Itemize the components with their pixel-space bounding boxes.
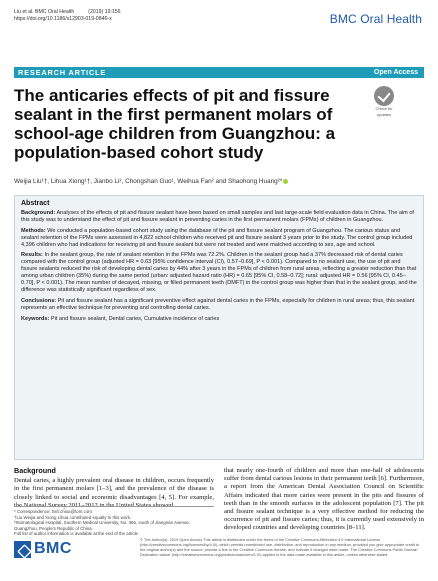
abstract-box [14, 195, 424, 460]
footnote-equal-contribution: †Liu Weijia and Xiong Lihua contributed equally to this work. [14, 514, 132, 520]
author-names: Weijia Liu¹†, Lihua Xiong¹†, Jianbo Li², Chongshan Guo¹, Weihua Fan² and Shaohong Huang²* [14, 178, 283, 185]
background-label: Background: [21, 210, 56, 216]
keywords-label: Keywords: [21, 315, 50, 322]
abstract-conclusions [21, 298, 417, 312]
bmc-logo [14, 540, 72, 558]
section-heading-background: Background [14, 466, 56, 475]
body-column-left [14, 467, 214, 510]
abstract-heading: Abstract [21, 200, 50, 207]
keywords-text: Pit and fissure sealant, Dental caries, Cumulative incidence of caries [50, 315, 220, 322]
article-type-label: RESEARCH ARTICLE [18, 68, 107, 77]
bmc-logo-text: BMC [34, 540, 72, 557]
results-text: In the sealant group, the rate of sealant retention in the FPMs was 72.2%. Children in the sealant group had a 37% decreased risk of dental caries compared with the control group (adjusted HR = 0.63 [95% confidence interval (CI), 0.57–0.69], P < 0.001). Compared to no sealant use, the use of pit and fissure sealants reduced the risk of developing dental caries by 44% after 3 years in the FPMs of children from rural areas, reflecting a greater reduction than that among urban children (35%) during the same period (urban: adjusted hazard ratio (HR) = 0.65 [95% CI, 0.58–0.72]; rural: adjusted HR = 0.56 [95% CI, 0.45–0.70], P < 0.001). The mean number of decayed, missing, or filled permanent teeth (DMFT) in the control group was higher than that in the sealant group, and the difference was statistically significant regardless of sex. [21, 252, 417, 294]
body-column-right [224, 467, 424, 533]
check-updates-line2: updates [376, 111, 392, 117]
conclusions-label: Conclusions: [21, 298, 57, 305]
footnote-author-info: Full list of author information is available at the end of the article [14, 531, 138, 537]
abstract-background [21, 210, 417, 224]
methods-text: We conducted a population-based cohort study using the database of the pit and fissure sealant program of Guangzhou. The carious status and sealant retention of the FPMs were assessed in 4,822 school children who received pit and fissure sealant 3 years prior to the study. The control group included 4,396 children who had indications for receiving pit and fissure sealant but were not treated and were matched according to sex, age and school. [21, 227, 413, 248]
bmc-logo-icon [14, 541, 31, 558]
meta-authors: Liu et al. BMC Oral Health [14, 9, 75, 15]
check-for-updates-button[interactable] [372, 86, 396, 116]
methods-label: Methods: [21, 227, 46, 234]
abstract-methods [21, 228, 417, 249]
footnote-affiliation: ²Stomatological Hospital, Southern Medical University, No. 366, south of Jiangnan Avenue, Guangzhou, People's Republic of China [14, 520, 191, 531]
footnotes [14, 506, 214, 537]
body-text-right: that nearly one-fourth of children and more than one-half of adolescents suffer from dental carious lesions in their permanent teeth [6]. Furthermore, a report from the American Dental Association Council on Scientific Affairs indicated that more caries were present in the pits and fissures of teeth than in the smooth surfaces in the adolescent population [7]. The pit and fissure sealant technique is a very effective method for reducing the occurrence of pit and fissure caries; thus, it is currently used extensively in developed countries and developing countries [8–11]. [224, 467, 424, 532]
results-label: Results: [21, 252, 43, 259]
body-text-left: Dental caries, a highly prevalent oral disease in children, occurs frequently in the first permanent molars [1–3], and the prevalence of the disease is closely linked to social and economic disadvantages [4, 5]. For example, the National Survey 2011–2012 in the United States showed [14, 477, 214, 509]
orcid-icon[interactable] [283, 179, 288, 184]
abstract-results [21, 252, 417, 294]
background-text: Analyses of the effects of pit and fissure sealant have been based on small samples and last large-scale field evaluation data in China. The aim of this study was to understand the effect of pit and fissure sealant in preventing caries in the first permanent molars (FPMs) of children in Guangzhou. [21, 210, 414, 224]
footnote-correspondence: * Correspondence: hsh.china@tom.com [14, 509, 92, 514]
open-access-label: Open Access [373, 68, 418, 76]
page-title: The anticaries effects of pit and fissure sealant in the first permanent molars of school-age children from Guangzhou: a population-based cohort study [14, 86, 336, 162]
checkmark-icon [374, 86, 394, 106]
article-type-bar [14, 67, 424, 78]
author-list [14, 178, 288, 185]
abstract-keywords [21, 316, 417, 323]
license-text: © The Author(s). 2019 Open Access This article is distributed under the terms of the Creative Commons Attribution 4.0 International License (http://creativecommons.org/licenses/by/4.0/), which permits unrestricted use, distribution, and reproduction in any medium, provided you give appropriate credit to the original author(s) and the source, provide a link to the Creative Commons license, and indicate if changes were made. The Creative Commons Public Domain Dedication waiver (http://creativecommons.org/publicdomain/zero/1.0/) applies to the data made available in this article, unless otherwise stated. [140, 537, 420, 557]
conclusions-text: Pit and fissure sealant has a significant preventive effect against dental caries in the FPMs, especially for children in rural areas; thus, this sealant represents an effective technique for preventing and controlling dental caries. [21, 298, 415, 312]
meta-year-page: (2019) 19:156 [88, 9, 121, 15]
check-updates-line1: Check for [375, 106, 393, 111]
journal-name: BMC Oral Health [329, 12, 422, 26]
meta-doi[interactable]: https://doi.org/10.1186/s12903-019-0846-x [14, 15, 112, 22]
article-meta [14, 9, 121, 22]
